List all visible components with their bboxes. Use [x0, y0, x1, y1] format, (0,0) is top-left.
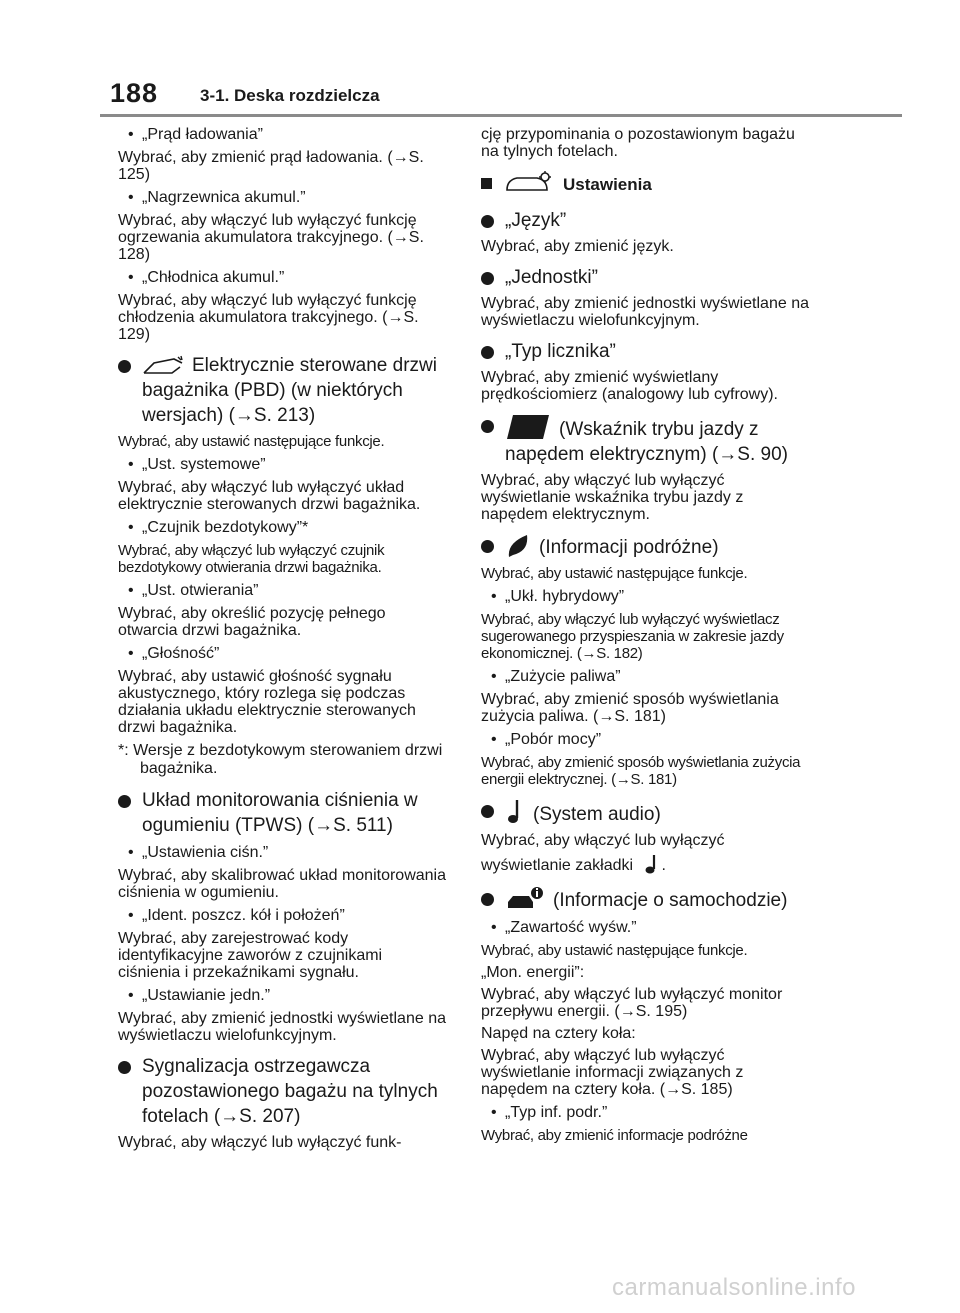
paragraph: Wybrać, aby zmienić jednostki wyświetlane na wyświetlaczu wielofunkcyjnym.: [481, 295, 809, 329]
watermark: carmanualsonline.info: [612, 1274, 856, 1301]
bullet-dot: [118, 795, 131, 808]
paragraph: Wybrać, aby ustawić następujące funkcje.: [118, 433, 385, 450]
list-item: • „Ident. poszcz. kół i położeń”: [118, 907, 448, 925]
section-heading: [118, 1054, 448, 1129]
paragraph: Wybrać, aby włączyć lub wyłączyć monitor przepływu energii. (→S. 195): [481, 986, 783, 1020]
bullet-dot: [481, 893, 494, 906]
paragraph: Wybrać, aby ustawić następujące funkcje.: [481, 565, 748, 582]
left-column: [118, 126, 448, 1151]
list-item: • „Ustawienia ciśn.”: [118, 844, 448, 862]
car-info-icon: [505, 886, 545, 912]
paragraph: Wybrać, aby włączyć lub wyłączyć funkcję ogrzewania akumulatora trakcyjnego. (→S. 128): [118, 212, 424, 263]
paragraph: Wybrać, aby zmienić język.: [481, 238, 674, 255]
paragraph: Napęd na cztery koła:: [481, 1025, 636, 1042]
section-heading: [481, 886, 811, 913]
paragraph-text: .: [661, 857, 666, 874]
paragraph: Wybrać, aby zmienić informacje podróżne: [481, 1127, 748, 1144]
settings-heading: [481, 170, 811, 198]
section-heading: [118, 353, 448, 428]
list-item: • „Zużycie paliwa”: [481, 668, 811, 686]
bullet-dot: [481, 272, 494, 285]
list-item: • „Chłodnica akumul.”: [118, 269, 448, 287]
section-heading: [481, 798, 811, 827]
paragraph: Wybrać, aby określić pozycję pełnego otwarcia drzwi bagażnika.: [118, 605, 386, 639]
paragraph-text: wyświetlanie zakładki: [481, 857, 634, 874]
paragraph: Wybrać, aby zmienić wyświetlany prędkościomierz (analogowy lub cyfrowy).: [481, 369, 778, 403]
list-item: • „Ustawianie jedn.”: [118, 987, 448, 1005]
paragraph: Wybrać, aby ustawić następujące funkcje.: [481, 942, 748, 959]
car-settings-icon: [503, 170, 555, 196]
page-number: 188: [110, 78, 159, 108]
paragraph: [481, 854, 811, 876]
header-rule: [100, 114, 902, 117]
list-item: • „Typ inf. podr.”: [481, 1104, 811, 1122]
bullet-dot: [481, 346, 494, 359]
heading-text: (Informacje o samochodzie): [553, 890, 788, 911]
paragraph: „Mon. energii”:: [481, 964, 585, 981]
paragraph: Wybrać, aby włączyć lub wyłączyć układ elektrycznie sterowanych drzwi bagażnika.: [118, 479, 421, 513]
section-heading: [481, 413, 811, 467]
list-item: • „Nagrzewnica akumul.”: [118, 189, 448, 207]
heading-text: Sygnalizacja ostrzegawcza pozostawionego bagażu na tylnych fotelach (→S. 207): [142, 1056, 438, 1127]
list-item: • „Zawartość wyśw.”: [481, 919, 811, 937]
section-heading: [481, 265, 811, 290]
section-heading: [118, 788, 448, 838]
paragraph: Wybrać, aby skalibrować układ monitorowania ciśnienia w ogumieniu.: [118, 867, 446, 901]
heading-text: (Wskaźnik trybu jazdy z napędem elektrycznym) (→S. 90): [505, 419, 788, 465]
footnote: *: Wersje z bezdotykowym sterowaniem drzwi bagażnika.: [118, 742, 443, 777]
paragraph: Wybrać, aby włączyć lub wyłączyć funkcję chłodzenia akumulatora trakcyjnego. (→S. 129): [118, 292, 419, 343]
paragraph: Wybrać, aby włączyć lub wyłączyć wyświetlanie wskaźnika trybu jazdy z napędem elektrycznym.: [481, 472, 744, 523]
section-heading: [481, 533, 811, 560]
heading-text: „Typ licznika”: [505, 341, 616, 362]
bullet-dot: [481, 420, 494, 433]
section-title: 3-1. Deska rozdzielcza: [200, 86, 380, 105]
square-marker: [481, 178, 492, 189]
list-item: • „Prąd ładowania”: [118, 126, 448, 144]
paragraph: Wybrać, aby zmienić sposób wyświetlania zużycia energii elektrycznej. (→S. 181): [481, 754, 801, 788]
list-item: • „Ust. systemowe”: [118, 456, 448, 474]
heading-text: (Informacji podróżne): [539, 537, 719, 558]
music-note-icon: [505, 798, 525, 826]
section-heading: [481, 339, 811, 364]
paragraph: Wybrać, aby zmienić prąd ładowania. (→S. 125): [118, 149, 424, 183]
bullet-dot: [118, 360, 131, 373]
heading-text: „Jednostki”: [505, 267, 598, 288]
list-item: • „Czujnik bezdotykowy”*: [118, 519, 448, 537]
leaf-icon: [505, 533, 531, 559]
paragraph: Wybrać, aby włączyć lub wyłączyć wyświetlacz sugerowanego przyspieszania w zakresie jazdy ekonomicznej. (→S. 182): [481, 611, 784, 662]
list-item: • „Ukł. hybrydowy”: [481, 588, 811, 606]
heading-text: (System audio): [533, 804, 661, 825]
heading-text: Elektrycznie sterowane drzwi bagażnika (PBD) (w niektórych wersjach) (→S. 213): [142, 355, 437, 426]
heading-text: Układ monitorowania ciśnienia w ogumieniu (TPWS) (→S. 511): [142, 790, 418, 836]
bullet-dot: [118, 1061, 131, 1074]
paragraph: Wybrać, aby ustawić głośność sygnału akustycznego, który rozlega się podczas działania układu elektrycznie sterowanych drzwi bagażnika.: [118, 668, 416, 736]
list-item: • „Pobór mocy”: [481, 731, 811, 749]
paragraph: cję przypominania o pozostawionym bagażu na tylnych fotelach.: [481, 126, 795, 160]
list-item: • „Ust. otwierania”: [118, 582, 448, 600]
music-note-icon: [644, 854, 660, 876]
bullet-dot: [481, 215, 494, 228]
power-back-door-icon: [142, 355, 184, 377]
page-header: [0, 0, 960, 118]
section-heading: [481, 208, 811, 233]
paragraph: Wybrać, aby zmienić sposób wyświetlania zużycia paliwa. (→S. 181): [481, 691, 779, 725]
paragraph: Wybrać, aby zmienić jednostki wyświetlane na wyświetlaczu wielofunkcyjnym.: [118, 1010, 446, 1044]
paragraph: Wybrać, aby zarejestrować kody identyfikacyjne zaworów z czujnikami ciśnienia i przekaźnikami sygnału.: [118, 930, 383, 981]
paragraph: Wybrać, aby włączyć lub wyłączyć wyświetlanie informacji związanych z napędem na cztery koła. (→S. 185): [481, 1047, 744, 1098]
bullet-dot: [481, 540, 494, 553]
right-column: [481, 126, 811, 1144]
paragraph: Wybrać, aby włączyć lub wyłączyć czujnik bezdotykowy otwierania drzwi bagażnika.: [118, 542, 385, 576]
bullet-dot: [481, 805, 494, 818]
list-item: • „Głośność”: [118, 645, 448, 663]
heading-text: „Język”: [505, 210, 567, 231]
paragraph: Wybrać, aby włączyć lub wyłączyć: [481, 832, 725, 849]
heading-text: Ustawienia: [563, 175, 652, 194]
paragraph: Wybrać, aby włączyć lub wyłączyć funk-: [118, 1134, 402, 1151]
ev-mode-icon: [505, 413, 551, 441]
